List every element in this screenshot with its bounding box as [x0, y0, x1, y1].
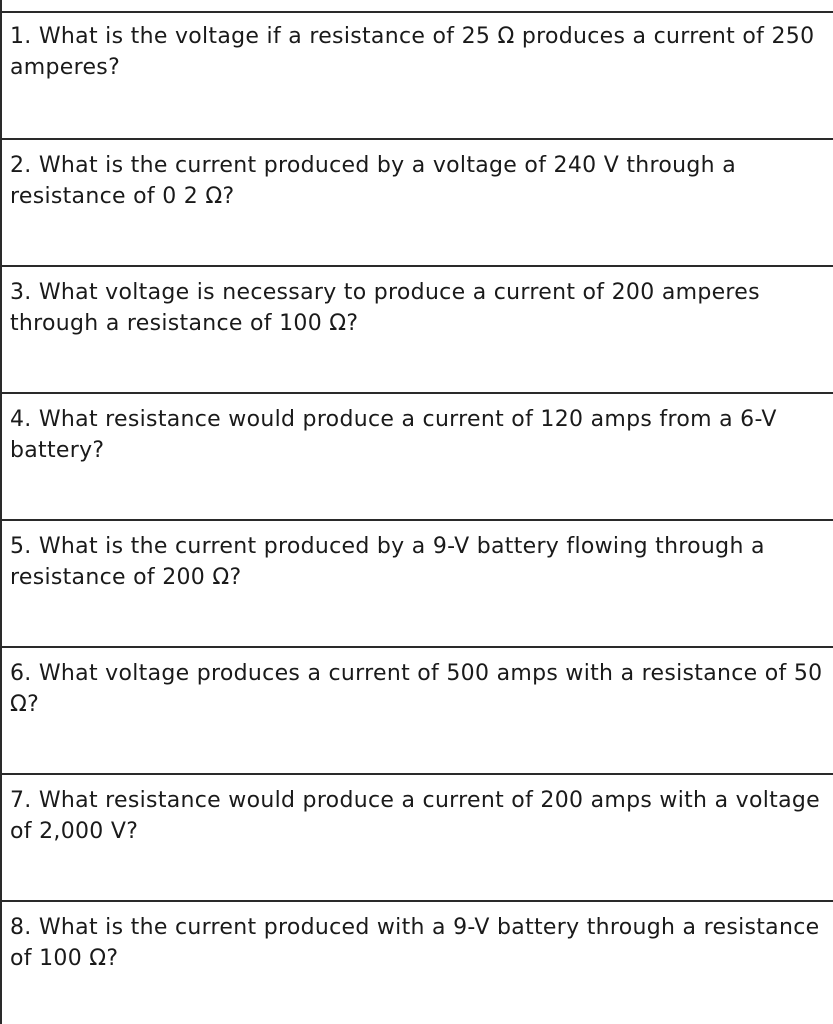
- question-box-1: [2, 11, 833, 138]
- question-text-4: 4. What resistance would produce a current of 120 amps from a 6-V battery?: [10, 407, 777, 463]
- question-box-2: [2, 138, 833, 265]
- question-text-5: 5. What is the current produced by a 9-V battery flowing through a resistance of 200 Ω?: [10, 534, 765, 590]
- question-box-4: [2, 392, 833, 519]
- question-box-5: [2, 519, 833, 646]
- question-text-3: 3. What voltage is necessary to produce a current of 200 amperes through a resistance of 100 Ω?: [10, 280, 760, 336]
- question-text-7: 7. What resistance would produce a current of 200 amps with a voltage of 2,000 V?: [10, 788, 820, 844]
- question-box-3: [2, 265, 833, 392]
- question-box-8: [2, 900, 833, 1024]
- question-box-6: [2, 646, 833, 773]
- question-text-1: 1. What is the voltage if a resistance of 25 Ω produces a current of 250 amperes?: [10, 24, 815, 80]
- question-text-2: 2. What is the current produced by a voltage of 240 V through a resistance of 0 2 Ω?: [10, 153, 736, 209]
- question-box-7: [2, 773, 833, 900]
- question-text-8: 8. What is the current produced with a 9-V battery through a resistance of 100 Ω?: [10, 915, 820, 971]
- question-text-6: 6. What voltage produces a current of 500 amps with a resistance of 50 Ω?: [10, 661, 823, 717]
